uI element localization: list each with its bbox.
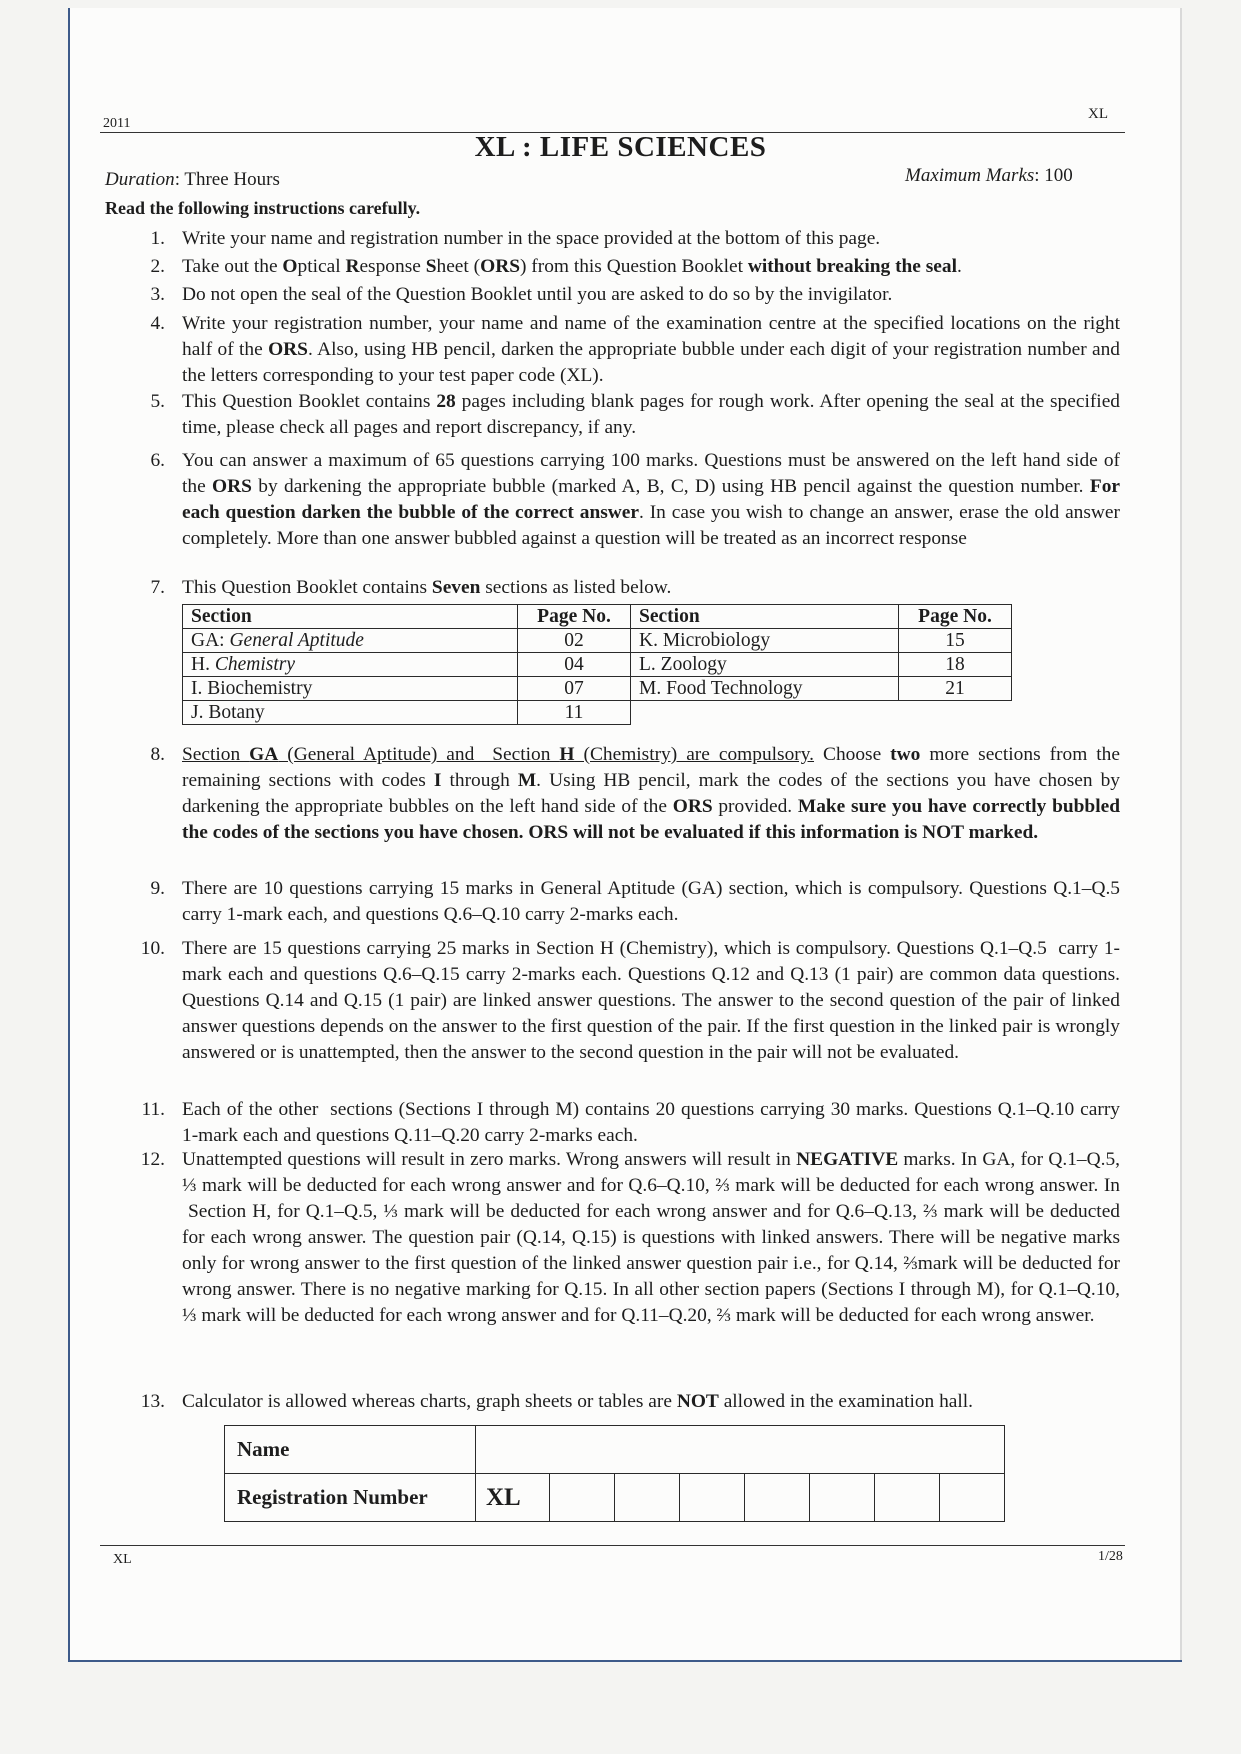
registration-prefix: XL [476, 1474, 550, 1522]
col-header-section-2: Section [631, 605, 899, 629]
instruction-number: 8. [150, 744, 165, 765]
instruction-item [130, 254, 1120, 280]
duration-label: Duration [105, 169, 175, 190]
sections-table [182, 604, 1012, 725]
instruction-number: 11. [141, 1099, 165, 1120]
instruction-item [130, 1389, 1120, 1415]
instruction-number: 3. [150, 284, 165, 305]
table-cell: K. Microbiology [631, 629, 899, 653]
col-header-section: Section [183, 605, 518, 629]
instruction-text: This Question Booklet contains 28 pages including blank pages for rough work. After opening the seal at the specified time, please check all pages and report discrepancy, if any. [182, 391, 1120, 438]
instruction-text: Each of the other sections (Sections I through M) contains 20 questions carrying 30 marks. Questions Q.1–Q.10 carry 1-mark each and questions Q.11–Q.20 carry 2-marks each. [182, 1099, 1120, 1146]
maximum-marks [905, 165, 1073, 187]
registration-digit-box[interactable] [745, 1474, 810, 1522]
header-paper-code: XL [1088, 106, 1108, 122]
registration-label: Registration Number [225, 1474, 476, 1522]
registration-table [224, 1425, 1005, 1522]
instruction-number: 6. [150, 450, 165, 471]
table-cell-empty [631, 701, 899, 725]
instruction-number: 7. [150, 577, 165, 598]
table-row [183, 653, 1012, 677]
table-row [183, 677, 1012, 701]
instruction-text: Calculator is allowed whereas charts, graph sheets or tables are NOT allowed in the examination hall. [182, 1391, 974, 1412]
duration-value: : Three Hours [174, 169, 280, 190]
instruction-item [130, 575, 1120, 601]
instruction-text: Unattempted questions will result in zero marks. Wrong answers will result in NEGATIVE marks. In GA, for Q.1–Q.5, ⅓ mark will be deducted for each wrong answer and for Q.6–Q.10, ⅔ mark will be deducted for each wrong answer. In Section H, for Q.1–Q.5, ⅓ mark will be deducted for each wrong answer and for Q.6–Q.13, ⅔ mark will be deducted for each wrong answer. The question pair (Q.14, Q.15) is questions with linked answers. There will be negative marks only for wrong answer to the first question of the linked answer question pair i.e., for Q.14, ⅔mark will be deducted for wrong answer. There is no negative marking for Q.15. In all other section papers (Sections I through M), for Q.1–Q.10, ⅓ mark will be deducted for each wrong answer and for Q.11–Q.20, ⅔ mark will be deducted for each wrong answer. [182, 1149, 1120, 1326]
table-cell: 15 [899, 629, 1012, 653]
table-cell: 21 [899, 677, 1012, 701]
instruction-item [130, 936, 1120, 1066]
instruction-number: 2. [150, 256, 165, 277]
name-label: Name [225, 1426, 476, 1474]
registration-digit-box[interactable] [940, 1474, 1005, 1522]
section-h-name: Chemistry [214, 653, 296, 675]
instruction-text: Take out the Optical Response Sheet (ORS) from this Question Booklet without breaking the seal. [182, 256, 962, 277]
table-cell: I. Biochemistry [183, 677, 518, 701]
instruction-text: This Question Booklet contains Seven sections as listed below. [182, 577, 672, 598]
instruction-number: 5. [150, 391, 165, 412]
col-header-page-2: Page No. [899, 605, 1012, 629]
instruction-item [130, 389, 1120, 441]
table-cell: L. Zoology [631, 653, 899, 677]
instruction-text: You can answer a maximum of 65 questions carrying 100 marks. Questions must be answered on the left hand side of the ORS by darkening the appropriate bubble (marked A, B, C, D) using HB pencil against the question number. For each question darken the bubble of the correct answer. In case you wish to change an answer, erase the old answer completely. More than one answer bubbled against a question will be treated as an incorrect response [182, 450, 1120, 549]
marks-value: : 100 [1034, 165, 1073, 186]
table-cell: M. Food Technology [631, 677, 899, 701]
page-edge [1180, 8, 1182, 1660]
instruction-number: 4. [150, 313, 165, 334]
registration-digit-box[interactable] [680, 1474, 745, 1522]
header-year: 2011 [103, 116, 131, 131]
table-cell: 18 [899, 653, 1012, 677]
footer-rule [100, 1545, 1125, 1546]
registration-digit-box[interactable] [550, 1474, 615, 1522]
instruction-text: There are 15 questions carrying 25 marks in Section H (Chemistry), which is compulsory. Questions Q.1–Q.5 carry 1-mark each and questions Q.6–Q.15 carry 2-marks each. Questions Q.12 and Q.13 (1 pair) are common data questions. Questions Q.14 and Q.15 (1 pair) are linked answer questions. The answer to the second question of the pair of linked answer questions depends on the answer to the first question of the pair. If the first question in the linked pair is wrongly answered or is unattempted, then the answer to the second question in the pair will not be evaluated. [182, 938, 1120, 1063]
table-row [183, 701, 1012, 725]
table-cell: H. Chemistry [183, 653, 518, 677]
instructions-heading: Read the following instructions carefully. [105, 198, 421, 218]
instruction-text: Write your name and registration number in the space provided at the bottom of this page. [182, 228, 881, 249]
table-cell: 02 [518, 629, 631, 653]
instruction-item [130, 448, 1120, 552]
table-cell: 11 [518, 701, 631, 725]
marks-label: Maximum Marks [905, 165, 1035, 186]
page-title: XL : LIFE SCIENCES [474, 131, 767, 163]
instruction-item [130, 1097, 1120, 1149]
instruction-item [130, 282, 1120, 308]
col-header-page: Page No. [518, 605, 631, 629]
table-cell: J. Botany [183, 701, 518, 725]
instruction-text: Write your registration number, your name and name of the examination centre at the specified locations on the right half of the ORS. Also, using HB pencil, darken the appropriate bubble under each digit of your registration number and the letters corresponding to your test paper code (XL). [182, 313, 1121, 386]
instruction-number: 9. [150, 878, 165, 899]
registration-row [225, 1474, 1005, 1522]
instruction-number: 10. [140, 938, 165, 959]
table-row [183, 629, 1012, 653]
name-row [225, 1426, 1005, 1474]
footer-page-number: 1/28 [1098, 1549, 1123, 1564]
name-field[interactable] [476, 1426, 1005, 1474]
table-cell: 07 [518, 677, 631, 701]
instruction-item [130, 876, 1120, 928]
section-ga-name: General Aptitude [229, 629, 364, 651]
instruction-number: 12. [140, 1149, 165, 1170]
instruction-text: There are 10 questions carrying 15 marks in General Aptitude (GA) section, which is compulsory. Questions Q.1–Q.5 carry 1-mark each, and questions Q.6–Q.10 carry 2-marks each. [182, 878, 1120, 925]
instruction-number: 13. [140, 1391, 165, 1412]
footer-paper-code: XL [113, 1552, 132, 1567]
table-cell: GA: General Aptitude [183, 629, 518, 653]
duration [105, 169, 280, 191]
instruction-item [130, 742, 1120, 846]
instruction-text: Section GA (General Aptitude) and Section H (Chemistry) are compulsory. Choose two more sections from the remaining sections with codes I through M. Using HB pencil, mark the codes of the sections you have chosen by darkening the appropriate bubbles on the left hand side of the ORS provided. Make sure you have correctly bubbled the codes of the sections you have chosen. ORS will not be evaluated if this information is NOT marked. [182, 744, 1120, 843]
registration-digit-box[interactable] [615, 1474, 680, 1522]
instruction-item [130, 1147, 1120, 1329]
table-cell: 04 [518, 653, 631, 677]
table-cell-empty [899, 701, 1012, 725]
instruction-item [130, 226, 1120, 252]
instruction-item [130, 311, 1120, 389]
instruction-text: Do not open the seal of the Question Booklet until you are asked to do so by the invigilator. [182, 284, 893, 305]
registration-digit-box[interactable] [810, 1474, 875, 1522]
registration-digit-box[interactable] [875, 1474, 940, 1522]
instruction-number: 1. [150, 228, 165, 249]
sections-table-header [183, 605, 1012, 629]
